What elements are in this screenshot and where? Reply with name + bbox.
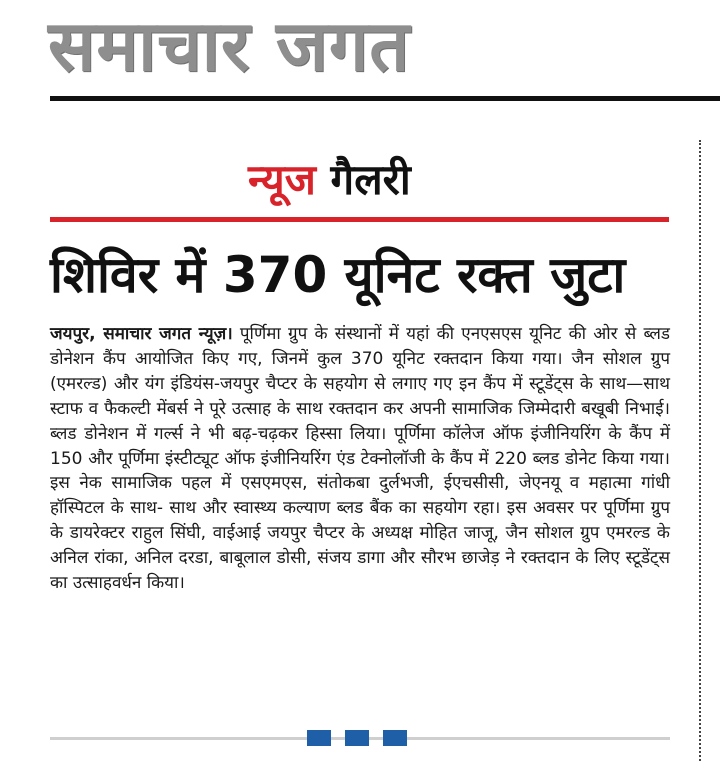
section-rule [50, 217, 669, 222]
article-dateline: जयपुर, समाचार जगत न्यूज़। [50, 324, 233, 344]
section-label-news: न्यूज [248, 155, 316, 204]
article-body-text: पूर्णिमा ग्रुप के संस्थानों में यहां की एनएसएस यूनिट की ओर से ब्लड डोनेशन कैंप आयोजित किए गए, जिनमें कुल 370 यूनिट रक्तदान किया गया। जैन सोशल ग्रुप (एमरल्ड) और यंग इंडियंस-जयपुर चैप्टर के सहयोग से लगाए गए इन कैंप में स्टूडेंट्स के साथ—साथ स्टाफ व फैकल्टी मेंबर्स ने पूरे उत्साह के साथ रक्तदान कर अपनी सामाजिक जिम्मेदारी बखूबी निभाई। ब्लड डोनेशन में गर्ल्स ने भी बढ़-चढ़कर हिस्सा लिया। पूर्णिमा कॉलेज ऑफ इंजीनियरिंग के कैंप में 150 और पूर्णिमा इंस्टीट्यूट ऑफ इंजीनियरिंग एंड टेक्नोलॉजी के कैंप में 220 ब्लड डोनेट किया गया। इस नेक सामाजिक पहल में एसएमएस, संतोकबा दुर्लभजी, ईएचसीसी, जेएनयू व महात्मा गांधी हॉस्पिटल के साथ- साथ और स्वास्थ्य कल्याण ब्लड बैंक का सहयोग रहा। इस अवसर पर पूर्णिमा ग्रुप के डायरेक्टर राहुल सिंघी, वाईआई जयपुर चैप्टर के अध्यक्ष मोहित जाजू, जैन सोशल ग्रुप एमरल्ड के अनिल रांका, अनिल दरडा, बाबूलाल डोसी, संजय डागा और सौरभ छाजेड़ ने रक्तदान के लिए स्टूडेंट्स का उत्साहवर्धन किया। [50, 324, 670, 594]
end-marker [307, 730, 417, 746]
end-marker-square [345, 730, 369, 746]
section-label-gallery: गैलरी [330, 155, 411, 204]
section-label [248, 152, 488, 208]
masthead-rule [50, 96, 720, 101]
article-body [50, 322, 670, 596]
article-headline: शिविर में 370 यूनिट रक्त जुटा [50, 246, 626, 304]
end-marker-square [307, 730, 331, 746]
column-divider [699, 140, 701, 761]
end-marker-square [383, 730, 407, 746]
masthead-title: समाचार जगत [48, 5, 411, 87]
